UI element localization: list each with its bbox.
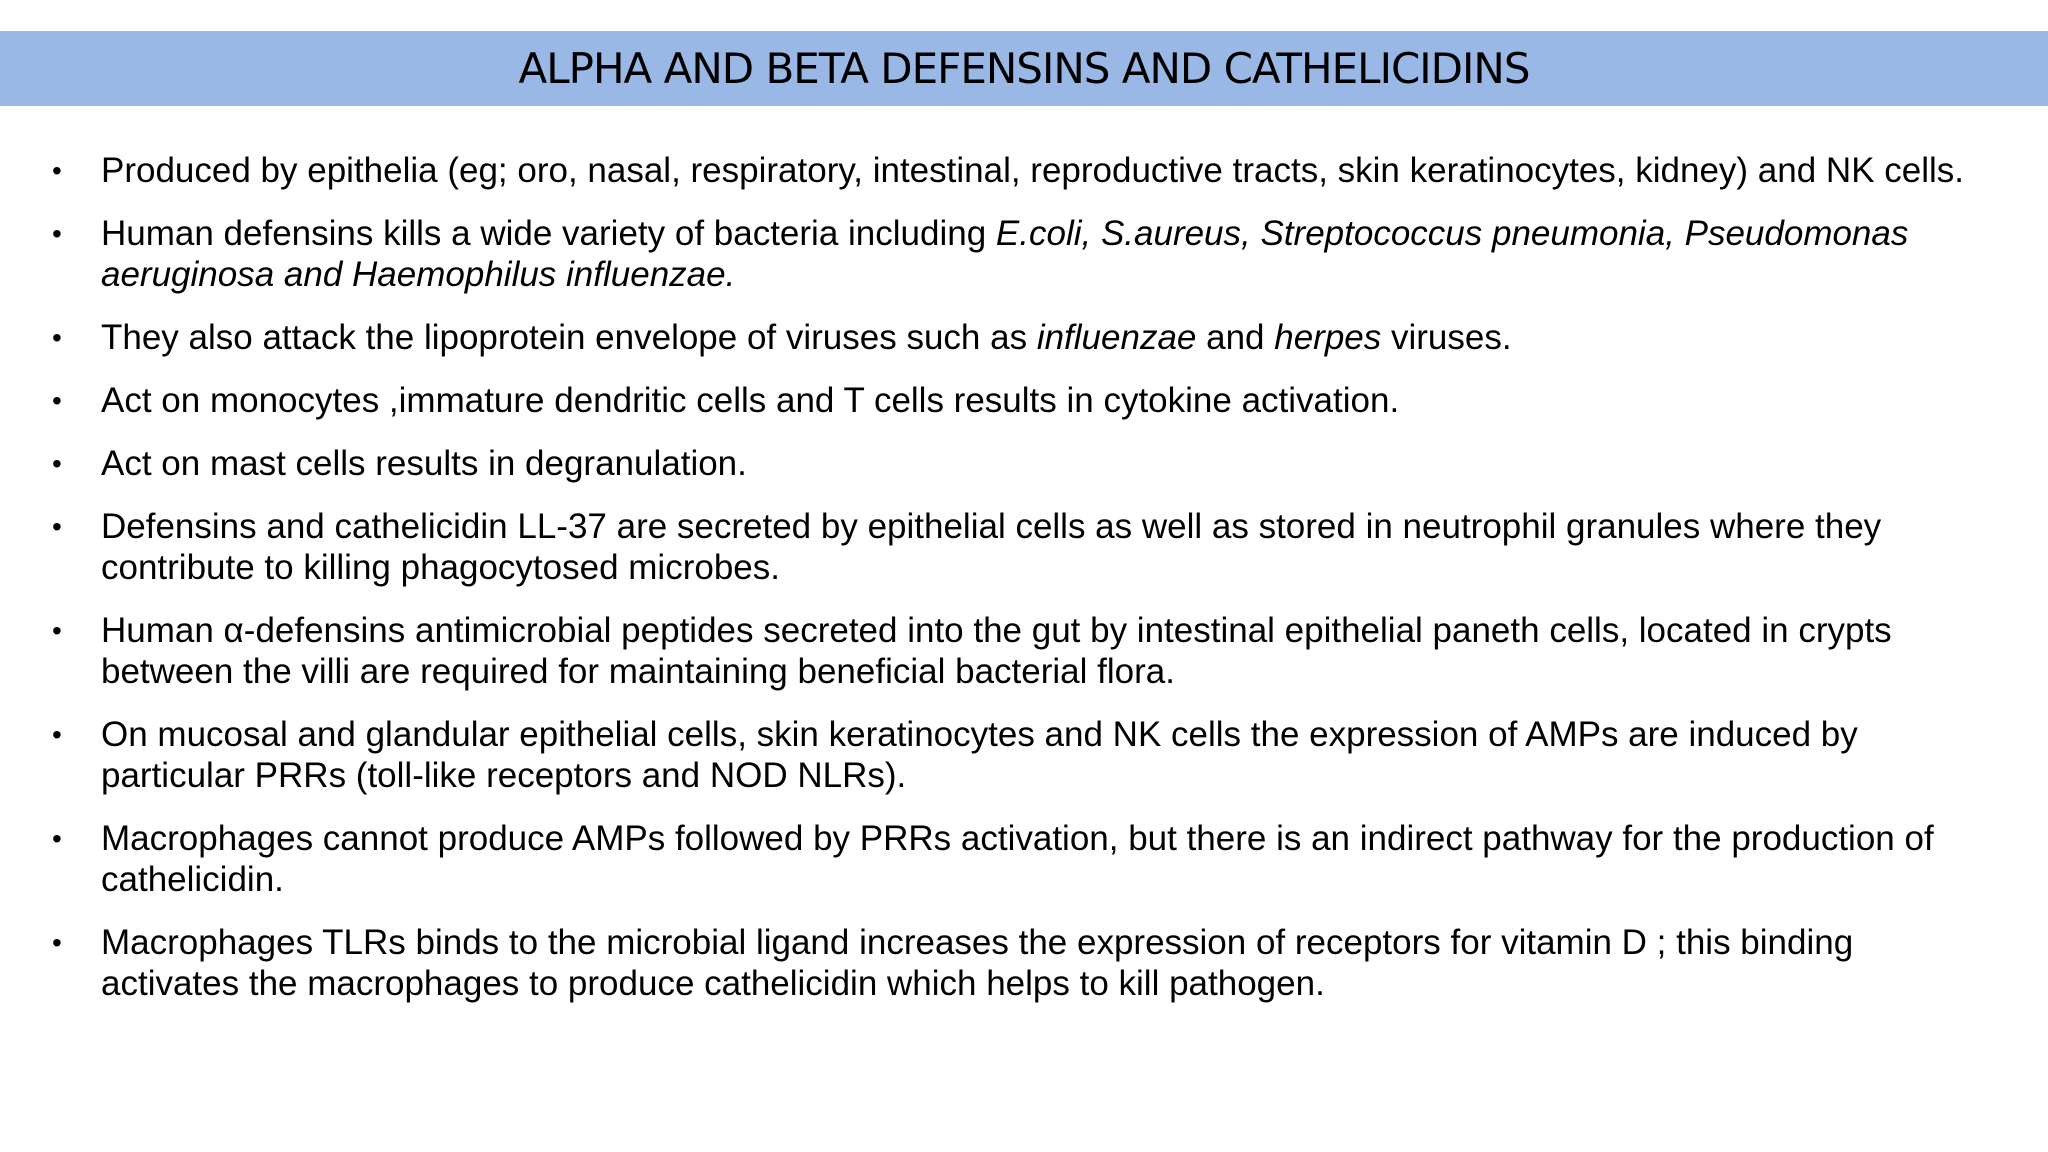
bullet-italic-text: E.coli, S.aureus, Streptococcus pneumonia, Pseudomonas aeruginosa and Haemophilus influenzae. xyxy=(101,214,1909,294)
bullet-item xyxy=(52,506,1992,588)
bullet-list xyxy=(52,150,1992,1026)
slide-title: ALPHA AND BETA DEFENSINS AND CATHELICIDINS xyxy=(518,44,1530,93)
bullet-item xyxy=(52,610,1992,692)
bullet-text: Act on mast cells results in degranulation. xyxy=(101,444,747,483)
bullet-marker: • xyxy=(52,927,62,958)
bullet-text: Macrophages TLRs binds to the microbial ligand increases the expression of receptors for vitamin D ; this binding activates the macrophages to produce cathelicidin which helps to kill pathogen. xyxy=(101,923,1854,1003)
bullet-text: Defensins and cathelicidin LL-37 are secreted by epithelial cells as well as stored in neutrophil granules where they contribute to killing phagocytosed microbes. xyxy=(101,507,1882,587)
bullet-text: Human α-defensins antimicrobial peptides secreted into the gut by intestinal epithelial paneth cells, located in crypts between the villi are required for maintaining beneficial bacterial flora. xyxy=(101,611,1892,691)
bullet-marker: • xyxy=(52,719,62,750)
bullet-text: Human defensins kills a wide variety of bacteria including xyxy=(101,214,996,253)
bullet-marker: • xyxy=(52,155,62,186)
bullet-marker: • xyxy=(52,385,62,416)
bullet-item xyxy=(52,818,1992,900)
bullet-item xyxy=(52,380,1992,421)
bullet-text: Macrophages cannot produce AMPs followed by PRRs activation, but there is an indirect pathway for the production of cathelicidin. xyxy=(101,819,1934,899)
title-bar xyxy=(0,31,2048,106)
bullet-text: Act on monocytes ,immature dendritic cells and T cells results in cytokine activation. xyxy=(101,381,1400,420)
bullet-marker: • xyxy=(52,823,62,854)
bullet-marker: • xyxy=(52,511,62,542)
bullet-text: On mucosal and glandular epithelial cells, skin keratinocytes and NK cells the expression of AMPs are induced by particular PRRs (toll-like receptors and NOD NLRs). xyxy=(101,715,1858,795)
bullet-item xyxy=(52,213,1992,295)
bullet-text: Produced by epithelia (eg; oro, nasal, respiratory, intestinal, reproductive tracts, skin keratinocytes, kidney) and NK cells. xyxy=(101,151,1965,190)
bullet-text: They also attack the lipoprotein envelope of viruses such as xyxy=(101,318,1037,357)
bullet-item xyxy=(52,922,1992,1004)
bullet-item xyxy=(52,714,1992,796)
bullet-italic-text: herpes xyxy=(1274,318,1382,357)
bullet-text: and xyxy=(1196,318,1275,357)
bullet-marker: • xyxy=(52,448,62,479)
bullet-item xyxy=(52,150,1992,191)
bullet-italic-text: influenzae xyxy=(1036,318,1197,357)
bullet-marker: • xyxy=(52,615,62,646)
bullet-marker: • xyxy=(52,218,62,249)
bullet-marker: • xyxy=(52,322,62,353)
bullet-item xyxy=(52,443,1992,484)
bullet-text: viruses. xyxy=(1381,318,1512,357)
bullet-item xyxy=(52,317,1992,358)
